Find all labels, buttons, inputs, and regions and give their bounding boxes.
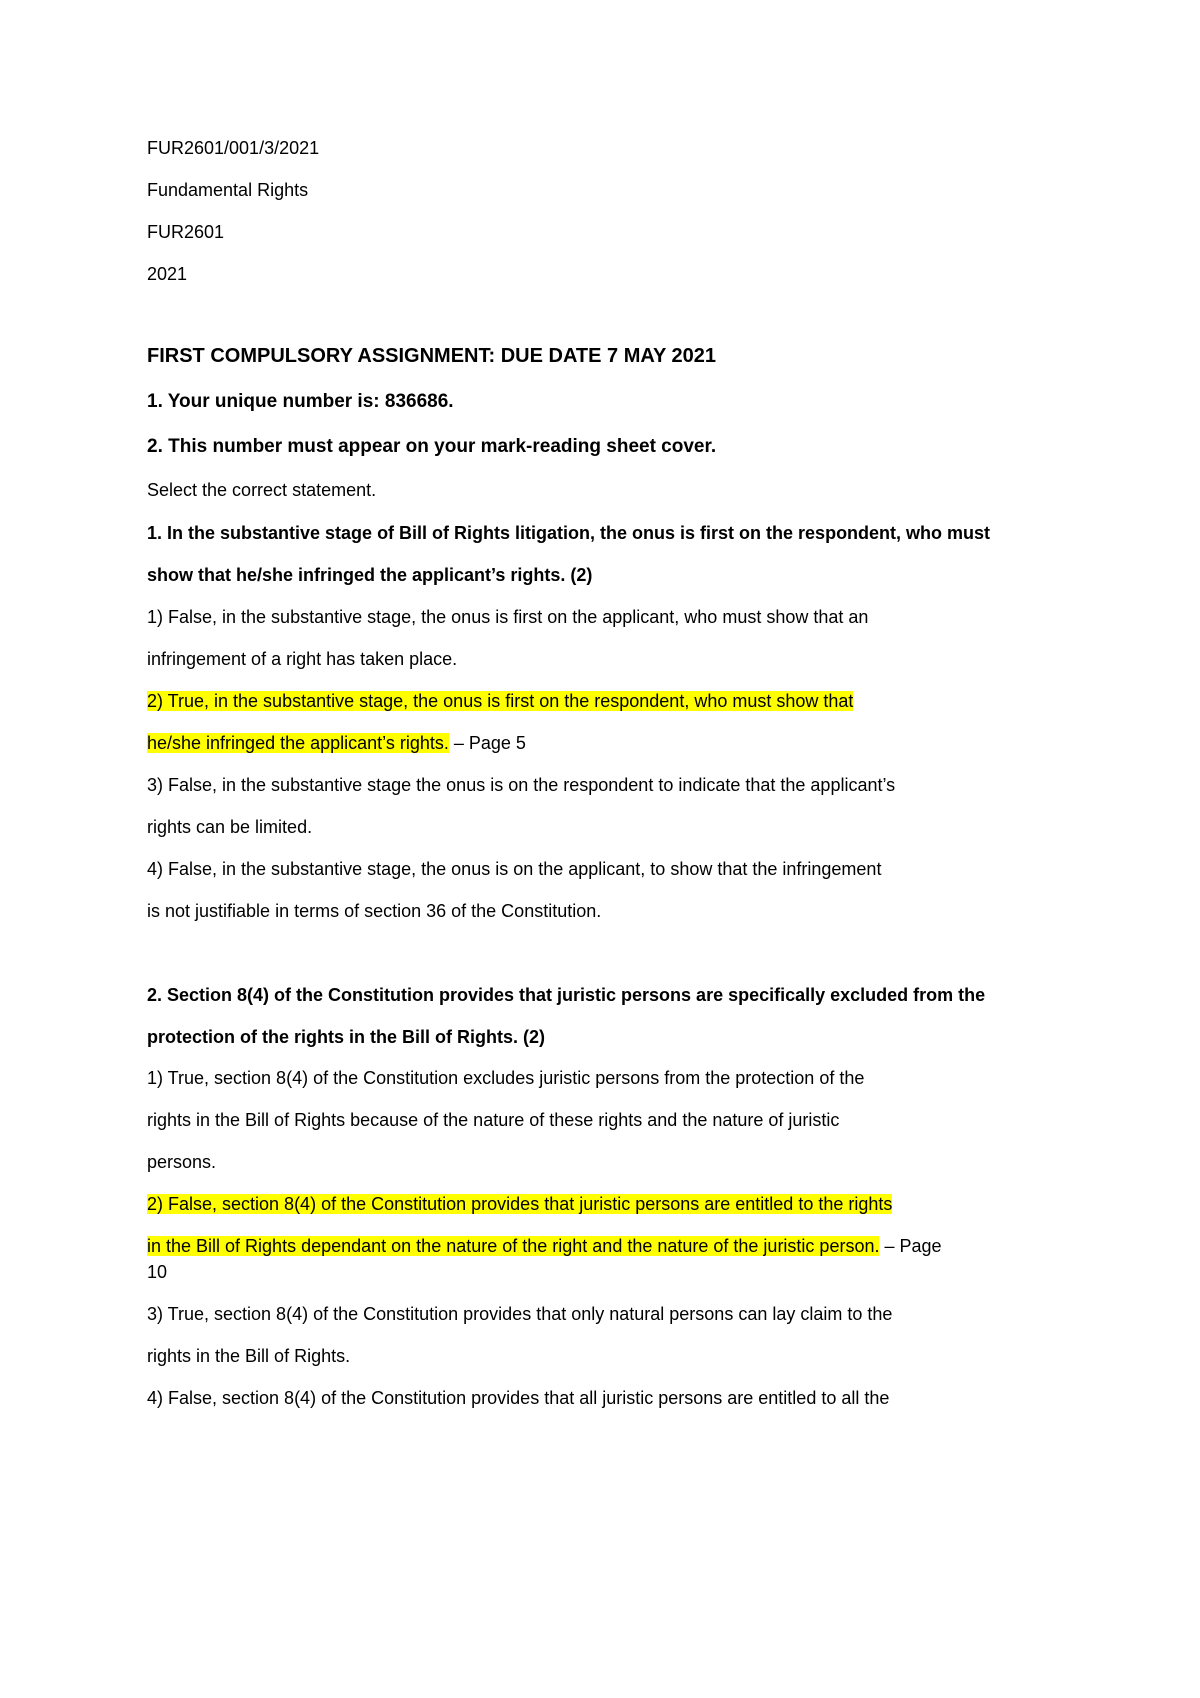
question-2-prompt: 2. Section 8(4) of the Constitution provides that juristic persons are specifically excluded from the bbox=[147, 985, 986, 1005]
question-2-option-2-answer bbox=[147, 1234, 942, 1258]
question-1-option-2-answer bbox=[147, 731, 526, 755]
question-2-option-2-answer bbox=[147, 1192, 892, 1216]
answer-highlight: he/she infringed the applicant’s rights. bbox=[147, 733, 449, 753]
question-1-prompt: 1. In the substantive stage of Bill of Rights litigation, the onus is first on the respondent, who must bbox=[147, 523, 991, 543]
answer-highlight: in the Bill of Rights dependant on the nature of the right and the nature of the juristic person. bbox=[147, 1236, 880, 1256]
question-1-option-1: 1) False, in the substantive stage, the onus is first on the applicant, who must show that an bbox=[147, 607, 869, 627]
question-2-option-4: 4) False, section 8(4) of the Constitution provides that all juristic persons are entitled to all the bbox=[147, 1388, 890, 1408]
question-1-option-3: 3) False, in the substantive stage the onus is on the respondent to indicate that the applicant’s bbox=[147, 775, 896, 795]
question-2-option-1: rights in the Bill of Rights because of the nature of these rights and the nature of juristic bbox=[147, 1110, 840, 1130]
question-1-option-1: infringement of a right has taken place. bbox=[147, 649, 458, 669]
page-reference: – Page 5 bbox=[448, 733, 526, 753]
assignment-title: FIRST COMPULSORY ASSIGNMENT: DUE DATE 7 MAY 2021 bbox=[147, 345, 716, 367]
answer-highlight: 2) True, in the substantive stage, the onus is first on the respondent, who must show that bbox=[147, 691, 854, 711]
question-2-option-3: rights in the Bill of Rights. bbox=[147, 1346, 351, 1366]
assignment-year: 2021 bbox=[147, 264, 188, 284]
page-reference-continued: 10 bbox=[147, 1262, 168, 1282]
sheet-note: 2. This number must appear on your mark-reading sheet cover. bbox=[147, 436, 717, 457]
assignment-code: FUR2601/001/3/2021 bbox=[147, 138, 320, 158]
instruction: Select the correct statement. bbox=[147, 480, 377, 500]
question-2-prompt: protection of the rights in the Bill of Rights. (2) bbox=[147, 1027, 545, 1047]
question-2-option-1: persons. bbox=[147, 1152, 217, 1172]
module-code: FUR2601 bbox=[147, 222, 225, 242]
unique-number: 1. Your unique number is: 836686. bbox=[147, 391, 454, 412]
question-1-option-4: is not justifiable in terms of section 36 of the Constitution. bbox=[147, 901, 602, 921]
answer-highlight: 2) False, section 8(4) of the Constitution provides that juristic persons are entitled to the rights bbox=[147, 1194, 893, 1214]
question-1-option-3: rights can be limited. bbox=[147, 817, 313, 837]
question-2-option-3: 3) True, section 8(4) of the Constitution provides that only natural persons can lay claim to the bbox=[147, 1304, 893, 1324]
question-1-option-2-answer bbox=[147, 689, 853, 713]
module-name: Fundamental Rights bbox=[147, 180, 309, 200]
question-1-option-4: 4) False, in the substantive stage, the onus is on the applicant, to show that the infringement bbox=[147, 859, 882, 879]
page-reference: – Page bbox=[879, 1236, 942, 1256]
question-1-prompt: show that he/she infringed the applicant’s rights. (2) bbox=[147, 565, 593, 585]
question-2-option-1: 1) True, section 8(4) of the Constitution excludes juristic persons from the protection of the bbox=[147, 1068, 865, 1088]
